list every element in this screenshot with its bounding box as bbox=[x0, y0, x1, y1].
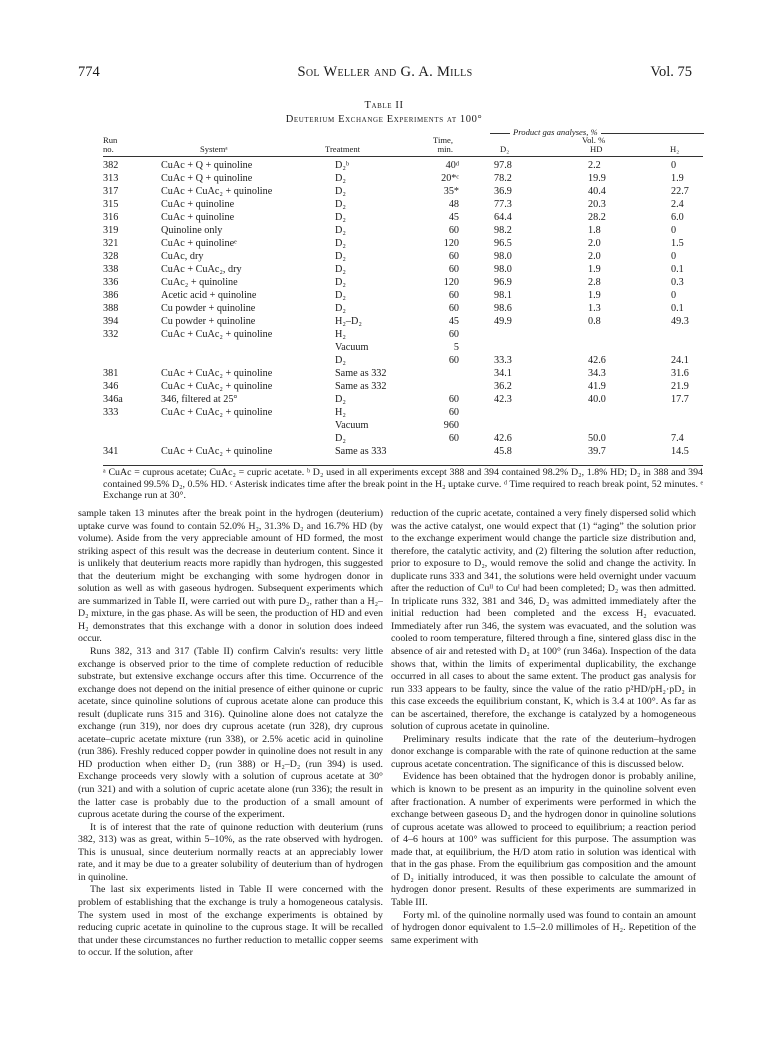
table-row bbox=[103, 186, 703, 198]
right-column bbox=[391, 508, 696, 947]
cell-treatment: D₂ bbox=[335, 212, 346, 223]
table-row bbox=[103, 368, 703, 380]
cell-d2: 77.3 bbox=[494, 199, 512, 210]
cell-hd: 1.3 bbox=[588, 303, 601, 314]
cell-d2: 98.0 bbox=[494, 251, 512, 262]
col-header-time: Time, min. bbox=[433, 135, 453, 154]
paragraph: sample taken 13 minutes after the break point in the hydrogen (deuterium) uptake curve was found to contain 52.0% H₂, 31.3% D₂ and 16.7% HD (by volume). Aside from the very appreciable amount of HD formed, the most striking aspect of this result was the decrease in deuterium content. Since it is unlikely that deuterium reacts more rapidly than hydrogen, this suggested that the deuterium might be exchanging with some hydrogen donor in solution as well as with gaseous hydrogen. Subsequent experiments which are summarized in Table II, were carried out with pure D₂, rather than a H₂–D₂ mixture, in the gas phase. As will be seen, the production of HD and even H₂ demonstrates that this exchange with a donor in solution does indeed occur. bbox=[78, 508, 383, 645]
cell-system: Cu powder + quinoline bbox=[161, 316, 256, 327]
cell-time: 60 bbox=[448, 407, 459, 418]
cell-hd: 19.9 bbox=[588, 173, 606, 184]
table-row bbox=[103, 355, 703, 367]
cell-h2: 0 bbox=[671, 160, 677, 171]
paragraph: reduction of the cupric acetate, contained a very finely dispersed solid which was the active catalyst, one would expect that (1) “aging” the solution prior to the exchange experiment would change the particle size distribution and, therefore, the catalytic activity, and (2) filtering the solution after reduction, prior to exposure to D₂, would remove the solid and change the activity. In duplicate runs 333 and 341, the solutions were held overnight under vacuum after the reduction of Cuᴵᴵ to Cuᴵ had been completed; D₂ was then admitted. In triplicate runs 332, 381 and 346, D₂ was admitted immediately after the initial reduction had been completed and the excess H₂ evacuated. Immediately after run 346, the system was evacuated, and the solution was cooled to room temperature, filtered through a fine, sintered glass disc in the absence of air and retested with D₂ at 100° (run 346a). Inspection of the data shows that, within the limits of experimental duplicability, the exchange occurred in all cases to about the same extent. The product gas analysis for run 333 appears to be faulty, since the value of the ratio p²HD/pH₂·pD₂ in this case exceeds the equilibrium constant, K, which is 3.4 at 100°. As far as can be ascertained, therefore, the exchange is catalyzed by a homogeneous solution of cuprous acetate in quinoline. bbox=[391, 508, 696, 733]
cell-system: CuAc + quinolineᵉ bbox=[161, 238, 237, 249]
cell-run: 333 bbox=[103, 407, 119, 418]
cell-d2: 42.6 bbox=[494, 433, 512, 444]
cell-h2: 14.5 bbox=[671, 446, 689, 457]
cell-system: CuAc₂ + quinoline bbox=[161, 277, 238, 288]
table-row bbox=[103, 225, 703, 237]
table-rule-bottom bbox=[103, 465, 703, 466]
cell-time: 60 bbox=[448, 433, 459, 444]
cell-run: 382 bbox=[103, 160, 119, 171]
cell-treatment: D₂ bbox=[335, 290, 346, 301]
table-row bbox=[103, 199, 703, 211]
cell-system: CuAc + CuAc₂ + quinoline bbox=[161, 407, 273, 418]
cell-d2: 36.9 bbox=[494, 186, 512, 197]
table-row bbox=[103, 316, 703, 328]
cell-h2: 0.1 bbox=[671, 303, 684, 314]
cell-h2: 7.4 bbox=[671, 433, 684, 444]
table-row bbox=[103, 212, 703, 224]
cell-treatment: H₂ bbox=[335, 329, 346, 340]
cell-run: 341 bbox=[103, 446, 119, 457]
cell-run: 313 bbox=[103, 173, 119, 184]
cell-h2: 0.1 bbox=[671, 264, 684, 275]
cell-time: 960 bbox=[443, 420, 459, 431]
cell-d2: 45.8 bbox=[494, 446, 512, 457]
running-header bbox=[78, 64, 692, 82]
cell-time: 45 bbox=[448, 316, 459, 327]
cell-treatment: H₂–D₂ bbox=[335, 316, 362, 327]
cell-hd: 40.0 bbox=[588, 394, 606, 405]
cell-system: CuAc + CuAc₂ + quinoline bbox=[161, 368, 273, 379]
cell-time: 60 bbox=[448, 329, 459, 340]
cell-h2: 1.5 bbox=[671, 238, 684, 249]
table-row bbox=[103, 303, 703, 315]
cell-d2: 98.6 bbox=[494, 303, 512, 314]
cell-run: 332 bbox=[103, 329, 119, 340]
cell-system: Cu powder + quinoline bbox=[161, 303, 256, 314]
cell-treatment: D₂ bbox=[335, 264, 346, 275]
cell-time: 60 bbox=[448, 264, 459, 275]
cell-treatment: D₂ bbox=[335, 277, 346, 288]
cell-hd: 20.3 bbox=[588, 199, 606, 210]
cell-run: 346a bbox=[103, 394, 123, 405]
cell-hd: 40.4 bbox=[588, 186, 606, 197]
table-row bbox=[103, 160, 703, 172]
col-header-system: Systemᵃ bbox=[200, 144, 228, 154]
cell-treatment: Same as 332 bbox=[335, 368, 387, 379]
cell-time: 35* bbox=[443, 186, 459, 197]
cell-run: 394 bbox=[103, 316, 119, 327]
col-header-hd: HD bbox=[590, 144, 603, 154]
page-number: 774 bbox=[78, 64, 100, 80]
cell-h2: 2.4 bbox=[671, 199, 684, 210]
product-gas-heading: Product gas analyses, % bbox=[510, 127, 601, 137]
cell-system: Quinoline only bbox=[161, 225, 223, 236]
cell-run: 338 bbox=[103, 264, 119, 275]
cell-h2: 0.3 bbox=[671, 277, 684, 288]
cell-run: 346 bbox=[103, 381, 119, 392]
cell-hd: 2.0 bbox=[588, 251, 601, 262]
cell-time: 60 bbox=[448, 251, 459, 262]
cell-d2: 97.8 bbox=[494, 160, 512, 171]
cell-treatment: D₂ bbox=[335, 355, 346, 366]
table-row bbox=[103, 264, 703, 276]
table-rule-top bbox=[103, 156, 703, 157]
cell-treatment: Vacuum bbox=[335, 420, 369, 431]
table-row bbox=[103, 329, 703, 341]
cell-h2: 1.9 bbox=[671, 173, 684, 184]
cell-system: 346, filtered at 25° bbox=[161, 394, 238, 405]
cell-hd: 34.3 bbox=[588, 368, 606, 379]
cell-hd: 39.7 bbox=[588, 446, 606, 457]
cell-h2: 0 bbox=[671, 251, 677, 262]
table-row bbox=[103, 446, 703, 458]
table-row bbox=[103, 290, 703, 302]
paragraph: The last six experiments listed in Table II were concerned with the problem of establishing that the exchange is truly a homogeneous catalysis. The system used in most of the exchange experiments is obtained by reducing cupric acetate in quinoline to the cuprous stage. It will be recalled that under these circumstances no further reduction to metallic copper seems to occur. If the solution, after bbox=[78, 884, 383, 959]
cell-run: 388 bbox=[103, 303, 119, 314]
cell-treatment: Same as 332 bbox=[335, 381, 387, 392]
cell-run: 321 bbox=[103, 238, 119, 249]
cell-hd: 50.0 bbox=[588, 433, 606, 444]
cell-hd: 1.9 bbox=[588, 290, 601, 301]
cell-system: Acetic acid + quinoline bbox=[161, 290, 257, 301]
cell-treatment: D₂ᵇ bbox=[335, 160, 350, 171]
cell-time: 120 bbox=[443, 277, 459, 288]
cell-run: 386 bbox=[103, 290, 119, 301]
cell-run: 317 bbox=[103, 186, 119, 197]
table-label: Table II bbox=[364, 100, 404, 111]
cell-d2: 96.5 bbox=[494, 238, 512, 249]
cell-system: CuAc, dry bbox=[161, 251, 204, 262]
cell-treatment: D₂ bbox=[335, 173, 346, 184]
cell-d2: 36.2 bbox=[494, 381, 512, 392]
cell-hd: 41.9 bbox=[588, 381, 606, 392]
table-row bbox=[103, 238, 703, 250]
cell-time: 5 bbox=[453, 342, 459, 353]
cell-time: 60 bbox=[448, 355, 459, 366]
cell-d2: 34.1 bbox=[494, 368, 512, 379]
cell-d2: 78.2 bbox=[494, 173, 512, 184]
table-title: Deuterium Exchange Experiments at 100° bbox=[285, 114, 483, 125]
cell-hd: 2.8 bbox=[588, 277, 601, 288]
cell-h2: 21.9 bbox=[671, 381, 689, 392]
table-footnotes: ᵃ CuAc = cuprous acetate; CuAc₂ = cupric acetate. ᵇ D₂ used in all experiments except 388 and 394 contained 98.2% D₂, 1.8% HD; D₂ in 388 and 394 contained 99.5% D₂, 0.5% HD. ᶜ Asterisk indicates time after the break point in the H₂ uptake curve. ᵈ Time required to reach break point, 52 minutes. ᵉ Exchange run at 30°. bbox=[103, 467, 703, 502]
cell-time: 20*ᶜ bbox=[441, 173, 459, 184]
cell-h2: 24.1 bbox=[671, 355, 689, 366]
cell-system: CuAc + CuAc₂ + quinoline bbox=[161, 329, 273, 340]
paragraph: It is of interest that the rate of quinone reduction with deuterium (runs 382, 313) was as great, within 5–10%, as the rate observed with hydrogen. This is unusual, since deuterium normally reacts at an appreciably lower rate, and it may be due to a greater solubility of deuterium than of hydrogen in quinoline. bbox=[78, 821, 383, 883]
cell-system: CuAc + CuAc₂, dry bbox=[161, 264, 242, 275]
cell-h2: 49.3 bbox=[671, 316, 689, 327]
cell-h2: 22.7 bbox=[671, 186, 689, 197]
running-title: Sol Weller and G. A. Mills bbox=[297, 64, 473, 80]
cell-d2: 96.9 bbox=[494, 277, 512, 288]
col-header-run: Run no. bbox=[103, 135, 118, 154]
cell-run: 319 bbox=[103, 225, 119, 236]
cell-d2: 33.3 bbox=[494, 355, 512, 366]
cell-h2: 6.0 bbox=[671, 212, 684, 223]
cell-system: CuAc + quinoline bbox=[161, 212, 235, 223]
cell-d2: 49.9 bbox=[494, 316, 512, 327]
cell-run: 316 bbox=[103, 212, 119, 223]
cell-time: 45 bbox=[448, 212, 459, 223]
cell-treatment: D₂ bbox=[335, 225, 346, 236]
cell-time: 60 bbox=[448, 290, 459, 301]
cell-system: CuAc + Q + quinoline bbox=[161, 173, 253, 184]
cell-treatment: D₂ bbox=[335, 251, 346, 262]
cell-treatment: D₂ bbox=[335, 433, 346, 444]
cell-d2: 42.3 bbox=[494, 394, 512, 405]
cell-hd: 28.2 bbox=[588, 212, 606, 223]
cell-d2: 98.0 bbox=[494, 264, 512, 275]
cell-system: CuAc + CuAc₂ + quinoline bbox=[161, 381, 273, 392]
cell-system: CuAc + Q + quinoline bbox=[161, 160, 253, 171]
cell-treatment: D₂ bbox=[335, 199, 346, 210]
cell-system: CuAc + CuAc₂ + quinoline bbox=[161, 446, 273, 457]
cell-time: 60 bbox=[448, 303, 459, 314]
cell-h2: 0 bbox=[671, 225, 677, 236]
cell-time: 48 bbox=[448, 199, 459, 210]
cell-h2: 0 bbox=[671, 290, 677, 301]
cell-run: 328 bbox=[103, 251, 119, 262]
cell-run: 336 bbox=[103, 277, 119, 288]
paragraph: Runs 382, 313 and 317 (Table II) confirm Calvin's results: very little exchange is observed prior to the time of complete reduction of reducible substrate, but extensive exchange occurs after this time. Occurrence of the exchange does not depend on the initial presence of either quinone or cupric acetate, since quinoline solutions of cuprous acetate alone can produce this result (duplicate runs 315 and 316). Quinoline alone does not catalyze the exchange (run 319), nor does dry cuprous acetate (run 328), dry cuprous acetate–cupric acetate mixture (run 338), or 2.5% acetic acid in quinoline (run 386). Freshly reduced copper powder in quinoline does not result in any HD production when either D₂ (run 388) or H₂–D₂ (run 394) is used. Exchange proceeds very slowly with a solution of cuprous acetate at 30° (run 321) and with a solution of cupric acetate alone (run 336); the result in the latter case is probably due to the production of a small amount of cuprous acetate during the course of the experiment. bbox=[78, 646, 383, 821]
table-row bbox=[103, 381, 703, 393]
cell-d2: 98.2 bbox=[494, 225, 512, 236]
cell-time: 60 bbox=[448, 394, 459, 405]
col-header-treatment: Treatment bbox=[325, 144, 361, 154]
table-row bbox=[103, 433, 703, 445]
table-row bbox=[103, 394, 703, 406]
cell-hd: 1.8 bbox=[588, 225, 601, 236]
cell-d2: 64.4 bbox=[494, 212, 512, 223]
cell-hd: 0.8 bbox=[588, 316, 601, 327]
cell-system: CuAc + quinoline bbox=[161, 199, 235, 210]
table-row bbox=[103, 277, 703, 289]
cell-time: 40ᵈ bbox=[445, 160, 459, 171]
cell-run: 381 bbox=[103, 368, 119, 379]
col-header-h2: H₂ bbox=[670, 144, 680, 154]
cell-hd: 2.2 bbox=[588, 160, 601, 171]
paragraph: Evidence has been obtained that the hydrogen donor is probably aniline, which is known to be present as an impurity in the quinoline solvent even after fractionation. A number of experiments were performed in which the exchange between gaseous D₂ and the hydrogen donor in quinoline solutions of cuprous acetate was allowed to proceed to equilibrium; a reaction period of 4–6 hours at 100° was sufficient for this purpose. The assumption was made that, at equilibrium, the H/D atom ratio in solution was identical with that in the gas phase. From the equilibrium gas composition and the amount of D₂ initially introduced, it was then possible to calculate the amount of hydrogen donor present. Results of these experiments are summarized in Table III. bbox=[391, 771, 696, 908]
cell-treatment: H₂ bbox=[335, 407, 346, 418]
cell-system: CuAc + CuAc₂ + quinoline bbox=[161, 186, 273, 197]
paragraph: Preliminary results indicate that the rate of the deuterium–hydrogen donor exchange is comparable with the rate of quinone reduction at the same cuprous acetate concentration. The significance of this is discussed below. bbox=[391, 733, 696, 770]
cell-hd: 42.6 bbox=[588, 355, 606, 366]
left-column bbox=[78, 508, 383, 960]
cell-time: 60 bbox=[448, 225, 459, 236]
table-row bbox=[103, 342, 703, 354]
cell-time: 120 bbox=[443, 238, 459, 249]
cell-treatment: Same as 333 bbox=[335, 446, 387, 457]
cell-d2: 98.1 bbox=[494, 290, 512, 301]
cell-treatment: D₂ bbox=[335, 303, 346, 314]
paragraph: Forty ml. of the quinoline normally used was found to contain an amount of hydrogen donor equivalent to 1.5–2.0 millimoles of H₂. Repetition of the same experiment with bbox=[391, 909, 696, 946]
volume-label: Vol. 75 bbox=[650, 64, 692, 80]
cell-hd: 1.9 bbox=[588, 264, 601, 275]
vol-percent-heading: Vol. % bbox=[582, 135, 606, 145]
cell-treatment: D₂ bbox=[335, 186, 346, 197]
cell-h2: 31.6 bbox=[671, 368, 689, 379]
table-row bbox=[103, 420, 703, 432]
cell-treatment: Vacuum bbox=[335, 342, 369, 353]
cell-treatment: D₂ bbox=[335, 394, 346, 405]
cell-hd: 2.0 bbox=[588, 238, 601, 249]
table-row bbox=[103, 251, 703, 263]
col-header-d2: D₂ bbox=[500, 144, 510, 154]
cell-h2: 17.7 bbox=[671, 394, 689, 405]
cell-treatment: D₂ bbox=[335, 238, 346, 249]
cell-run: 315 bbox=[103, 199, 119, 210]
table-row bbox=[103, 173, 703, 185]
table-row bbox=[103, 407, 703, 419]
